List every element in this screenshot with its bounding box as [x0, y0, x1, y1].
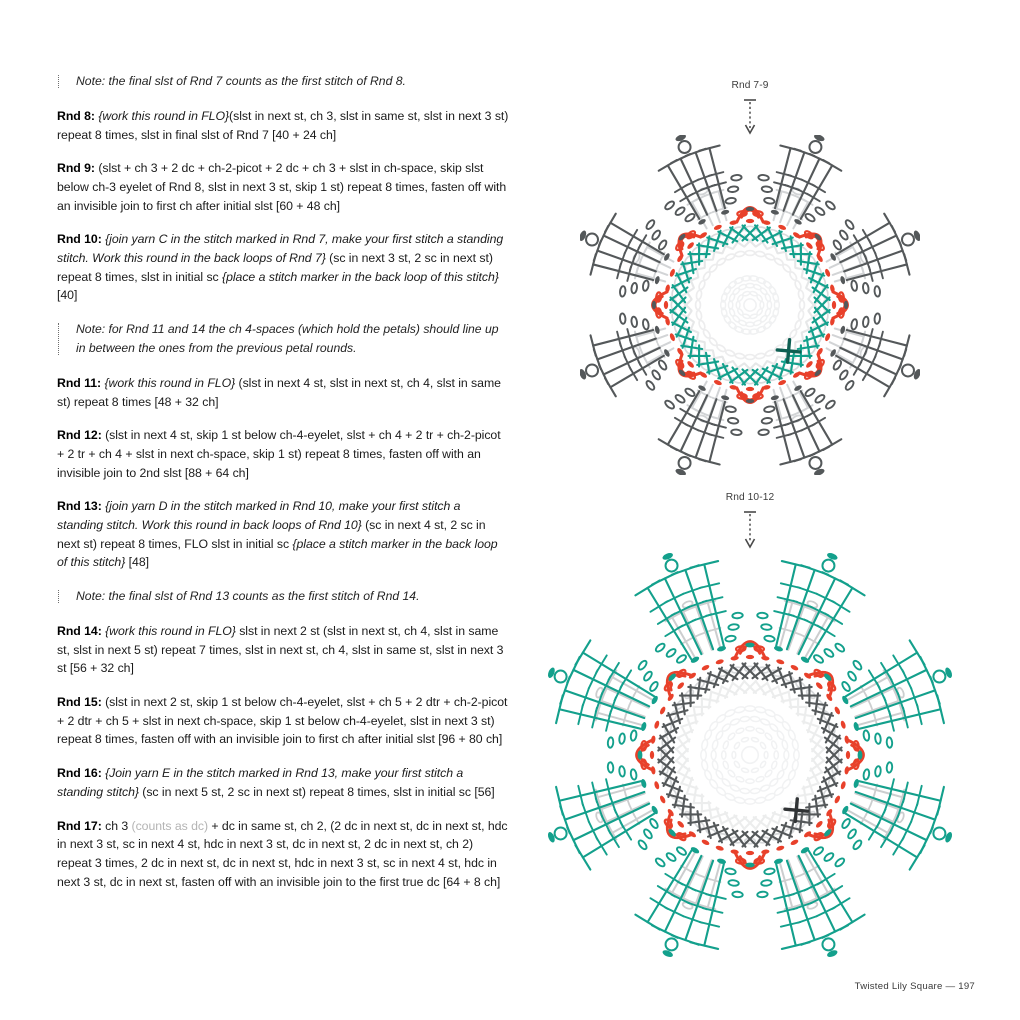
crochet-chart-diagram-rnd-7-9 [580, 135, 920, 475]
diagram-caption-diagram-rnd-10-12: Rnd 10-12 [725, 492, 775, 503]
gray-oval-ring [652, 207, 848, 403]
round-instruction-rnd-10 [57, 230, 509, 305]
round-text: (slst in next st, ch 3, slst in same st, slst in next 3 st) repeat 8 times, slst in final slst of Rnd 7 [40 + 24 ch] [57, 108, 509, 142]
dark-gray-tr-petal-ring [580, 135, 920, 475]
round-instruction-rnd-8 [57, 107, 509, 144]
round-italic-tail: {place a stitch marker in the back loop of this stitch} [57, 536, 498, 570]
round-text: (slst + ch 3 + 2 dc + ch-2-picot + 2 dc + ch 3 + slst in ch-space, skip slst below ch-3 eyelet of Rnd 8, slst in next 3 st, skip 1 st) repeat 8 times, fasten off with an invisible join to first ch after initial slst [60 + 48 ch] [57, 161, 507, 213]
round-text: (slst in next 4 st, skip 1 st below ch-4-eyelet, slst + ch 4 + 2 tr + ch-2-picot + 2 tr + ch 4 + slst in next ch-space, skip 1 st) repeat 8 times, fasten off with an invisible join to 2nd slst [88 + 64 ch] [57, 428, 501, 480]
round-instruction-rnd-15 [57, 693, 509, 749]
round-italic-tail: {place a stitch marker in the back loop of this stitch} [222, 269, 499, 284]
dark-gray-sc-ring [658, 663, 841, 846]
round-label: Rnd 8: [57, 108, 99, 123]
note-text: Note: for Rnd 11 and 14 the ch 4-spaces (which hold the petals) should line up in between the ones from the previous petal rounds. [76, 322, 499, 355]
note-text: Note: the final slst of Rnd 7 counts as the first stitch of Rnd 8. [76, 74, 406, 88]
round-text: (sc in next 3 st, 2 sc in next st) repeat 8 times, slst in initial sc [57, 251, 493, 284]
round-italic-note: {work this round in FLO} [104, 375, 236, 390]
diagram-column [520, 0, 1020, 1020]
round-italic-note: {Join yarn E in the stitch marked in Rnd 13, make your first stitch a standing stitch} [57, 766, 464, 799]
note-rule-marker [58, 590, 59, 603]
round-text: slst in next 2 st (slst in next st, ch 4, slst in same st, slst in next 5 st) repeat 7 times, slst in next st, ch 4, slst in same st, slst in next 3 st [56 + 32 ch] [57, 624, 504, 676]
round-text: (sc in next 4 st, 2 sc in next st) repeat 8 times, FLO slst in initial sc [57, 518, 486, 551]
note-block [57, 587, 509, 606]
round-label: Rnd 14: [57, 624, 106, 638]
note-rule-marker [58, 323, 59, 355]
teal-oval-ring [638, 643, 863, 868]
round-instruction-rnd-13 [57, 497, 509, 572]
note-text: Note: the final slst of Rnd 13 counts as the first stitch of Rnd 14. [76, 589, 420, 604]
round-instruction-rnd-11 [57, 374, 509, 411]
red-chain-arc-ring [664, 219, 836, 391]
round-tail: [48] [125, 555, 149, 570]
round-label: Rnd 9: [57, 161, 99, 176]
page-footer: Twisted Lily Square — 197 [854, 981, 975, 992]
light-gray-chain-ring [661, 666, 838, 843]
core-center-swirl [721, 275, 780, 334]
round-italic-note: {join yarn D in the stitch marked in Rnd 10, make your first stitch a standing stitch. Work this round in back loops of Rnd 10} [57, 499, 461, 533]
diagram-rnd-7-9 [580, 135, 920, 475]
round-italic-note: {work this round in FLO} [105, 624, 236, 638]
diagram-caption-diagram-rnd-7-9: Rnd 7-9 [731, 80, 769, 91]
round-label: Rnd 13: [57, 499, 106, 514]
core-center-swirl [701, 706, 799, 804]
note-block [57, 320, 509, 358]
round-text: (slst in next 2 st, skip 1 st below ch-4-eyelet, slst + ch 5 + 2 dtr + ch-2-picot + 2 dtr + ch 5 + slst in next ch-space, skip 1 st below ch-4-eyelet, slst in next 3 st) repeat 8 times, fasten off with an invisible join to first ch after initial slst [96 + 80 ch] [57, 695, 508, 747]
round-label: Rnd 16: [57, 766, 106, 781]
round-text: (sc in next 5 st, 2 sc in next st) repeat 8 times, slst in initial sc [56] [138, 784, 495, 799]
round-text: (slst in next 4 st, slst in next st, ch 4, slst in same st) repeat 8 times [48 + 32 ch] [57, 375, 501, 409]
round-instruction-rnd-9 [57, 159, 509, 215]
round-instruction-rnd-17 [57, 817, 509, 892]
round-label: Rnd 10: [57, 232, 106, 247]
red-chain-arc-ring [650, 655, 850, 855]
round-muted-note: (counts as dc) [131, 818, 209, 833]
round-instruction-rnd-14 [57, 622, 509, 678]
round-text-pre: ch 3 [105, 818, 132, 833]
inner-light-x-ring [681, 236, 820, 375]
round-instruction-rnd-16 [57, 764, 509, 801]
round-instruction-rnd-12 [57, 426, 509, 482]
round-tail: [40] [57, 288, 78, 303]
note-block [57, 72, 509, 91]
stitch-marker-icon [777, 340, 800, 363]
crochet-chart-diagram-rnd-10-12 [540, 545, 960, 965]
note-rule-marker [58, 75, 59, 88]
inner-faint-x-ring [676, 681, 824, 829]
round-label: Rnd 17: [57, 818, 106, 833]
round-label: Rnd 15: [57, 695, 106, 710]
teal-dtr-petal-ring [547, 552, 954, 959]
diagram-rnd-10-12 [540, 545, 960, 965]
round-italic-note: {work this round in FLO} [98, 108, 230, 123]
round-label: Rnd 12: [57, 428, 106, 443]
instructions-column [57, 70, 509, 891]
round-label: Rnd 11: [57, 375, 105, 390]
round-text: + dc in same st, ch 2, (2 dc in next st, dc in next st, hdc in next 3 st, sc in next 4 st, hdc in next 3 st, dc in next st, 2 dc in next st, ch 2) repeat 3 times, 2 dc in next st, dc in next st, hdc in next 3 st, sc in next 4 st, hdc in next 3 st, dc in next st, fasten off with an invisible join to the first true dc [64 + 8 ch] [57, 818, 508, 889]
round-italic-note: {join yarn C in the stitch marked in Rnd 7, make your first stitch a standing stitch. Work this round in the back loops of Rnd 7} [57, 232, 504, 266]
